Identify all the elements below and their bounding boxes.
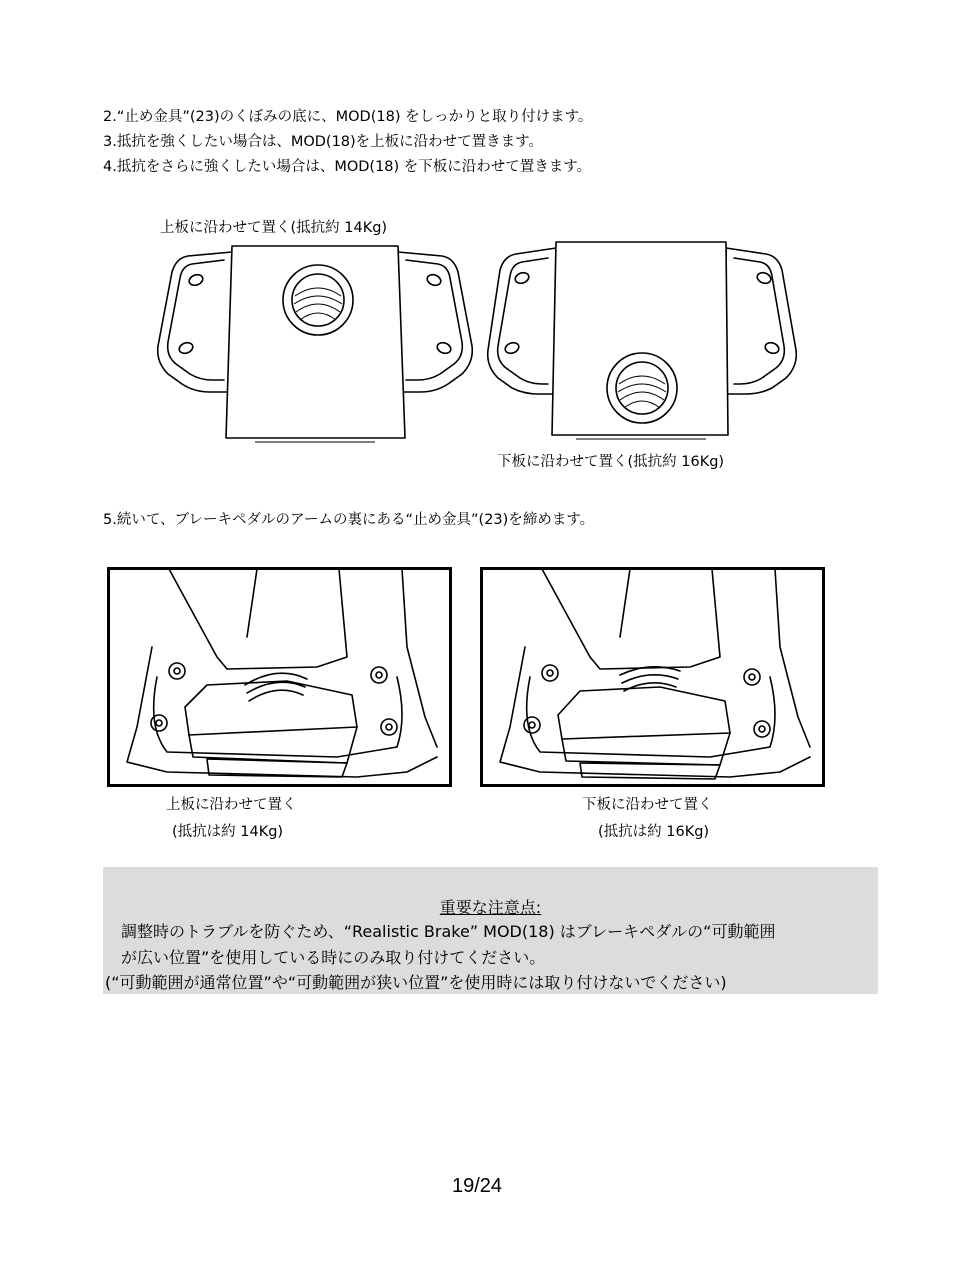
step-4: 4.抵抗をさらに強くしたい場合は、MOD(18) を下板に沿わせて置きます。 — [103, 159, 592, 175]
step-5: 5.続いて、ブレーキペダルのアームの裏にある“止め金具”(23)を締めます。 — [103, 512, 595, 528]
step-2: 2.“止め金具”(23)のくぼみの底に、MOD(18) をしっかりと取り付けます。 — [103, 109, 593, 125]
note-title-text: 重要な注意点: — [439, 898, 542, 917]
photo-caption-lower: 下板に沿わせて置く — [582, 797, 713, 813]
important-note-box — [103, 867, 878, 994]
photo-mod-lower-plate — [480, 567, 825, 787]
page-number: 19/24 — [451, 1175, 503, 1197]
diagram-caption-upper: 上板に沿わせて置く(抵抗約 14Kg) — [160, 220, 388, 236]
photo-mod-upper-plate — [107, 567, 452, 787]
note-line: 調整時のトラブルを防ぐため、“Realistic Brake” MOD(18) はブレーキペダルの“可動範囲 — [121, 922, 776, 941]
diagram-caption-lower: 下板に沿わせて置く(抵抗約 16Kg) — [497, 454, 725, 470]
step-3: 3.抵抗を強くしたい場合は、MOD(18)を上板に沿わせて置きます。 — [103, 134, 544, 150]
photo-caption-upper-resistance: (抵抗は約 14Kg) — [172, 824, 284, 840]
photo-caption-lower-resistance: (抵抗は約 16Kg) — [598, 824, 710, 840]
photo-caption-upper: 上板に沿わせて置く — [166, 797, 297, 813]
note-title — [103, 895, 878, 918]
diagram-mod-upper-plate — [150, 238, 480, 448]
note-line: が広い位置”を使用している時にのみ取り付けてください。 — [121, 948, 546, 967]
note-line: (“可動範囲が通常位置”や“可動範囲が狭い位置”を使用時には取り付けないでください) — [105, 973, 727, 992]
diagram-mod-lower-plate — [486, 240, 806, 445]
